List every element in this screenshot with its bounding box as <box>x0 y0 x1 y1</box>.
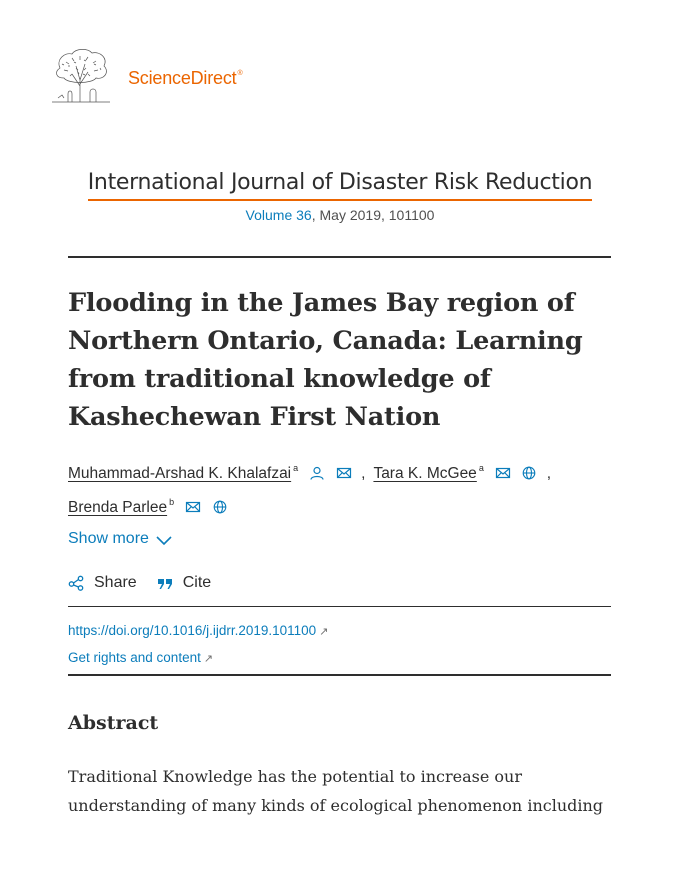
abstract-text: Traditional Knowledge has the potential to increase our understanding of many kinds of ecological phenomenon including <box>68 767 604 815</box>
person-icon[interactable] <box>309 466 325 480</box>
divider <box>68 256 611 258</box>
show-more-label: Show more <box>68 530 149 547</box>
affiliation-marker[interactable]: a <box>478 463 484 473</box>
external-link-icon: ↗ <box>203 653 214 665</box>
author-name-link[interactable]: Tara K. McGee <box>373 465 477 482</box>
author-separator: , <box>546 465 552 482</box>
sciencedirect-wordmark[interactable]: ScienceDirect® <box>128 68 243 88</box>
author-list <box>68 454 628 522</box>
mail-icon[interactable] <box>495 466 511 480</box>
quote-icon <box>157 575 173 591</box>
author-name-link[interactable]: Muhammad-Arshad K. Khalafzai <box>68 465 292 482</box>
globe-icon[interactable] <box>521 466 537 480</box>
article-title: Flooding in the James Bay region of Northern Ontario, Canada: Learning from traditional knowledge of Kashechewan First Nation <box>68 288 583 432</box>
show-more-button[interactable] <box>68 530 173 548</box>
author-mcgee <box>373 465 544 482</box>
chevron-down-icon <box>155 535 173 547</box>
volume-link[interactable]: Volume 36 <box>245 207 312 223</box>
author-separator: , <box>361 465 366 482</box>
issue-date-and-id: , May 2019, 101100 <box>311 207 435 223</box>
journal-header <box>0 168 680 223</box>
elsevier-tree-logo[interactable] <box>50 48 112 104</box>
doi-link[interactable] <box>68 618 328 645</box>
globe-icon[interactable] <box>212 500 228 514</box>
cite-button[interactable] <box>157 574 211 592</box>
external-link-icon: ↗ <box>319 626 329 638</box>
site-header <box>50 48 243 104</box>
rights-link-text: Get rights and content <box>68 650 201 665</box>
share-label: Share <box>94 574 137 591</box>
journal-title-link[interactable]: International Journal of Disaster Risk Reduction <box>88 168 593 201</box>
author-name-link[interactable]: Brenda Parlee <box>68 499 168 516</box>
author-khalafzai <box>68 465 359 482</box>
affiliation-marker[interactable]: b <box>169 497 175 507</box>
journal-issue-info <box>0 207 680 223</box>
share-button[interactable] <box>68 574 137 592</box>
author-parlee <box>68 499 231 516</box>
divider <box>68 674 611 676</box>
article-actions <box>68 574 231 592</box>
article-links <box>68 618 328 672</box>
doi-link-text: https://doi.org/10.1016/j.ijdrr.2019.101100 <box>68 623 317 638</box>
affiliation-marker[interactable]: a <box>293 463 299 473</box>
mail-icon[interactable] <box>185 500 201 514</box>
mail-icon[interactable] <box>336 466 352 480</box>
share-icon <box>68 575 84 591</box>
rights-link[interactable] <box>68 645 328 672</box>
abstract-heading: Abstract <box>68 712 159 734</box>
cite-label: Cite <box>182 574 212 591</box>
divider <box>68 606 611 607</box>
